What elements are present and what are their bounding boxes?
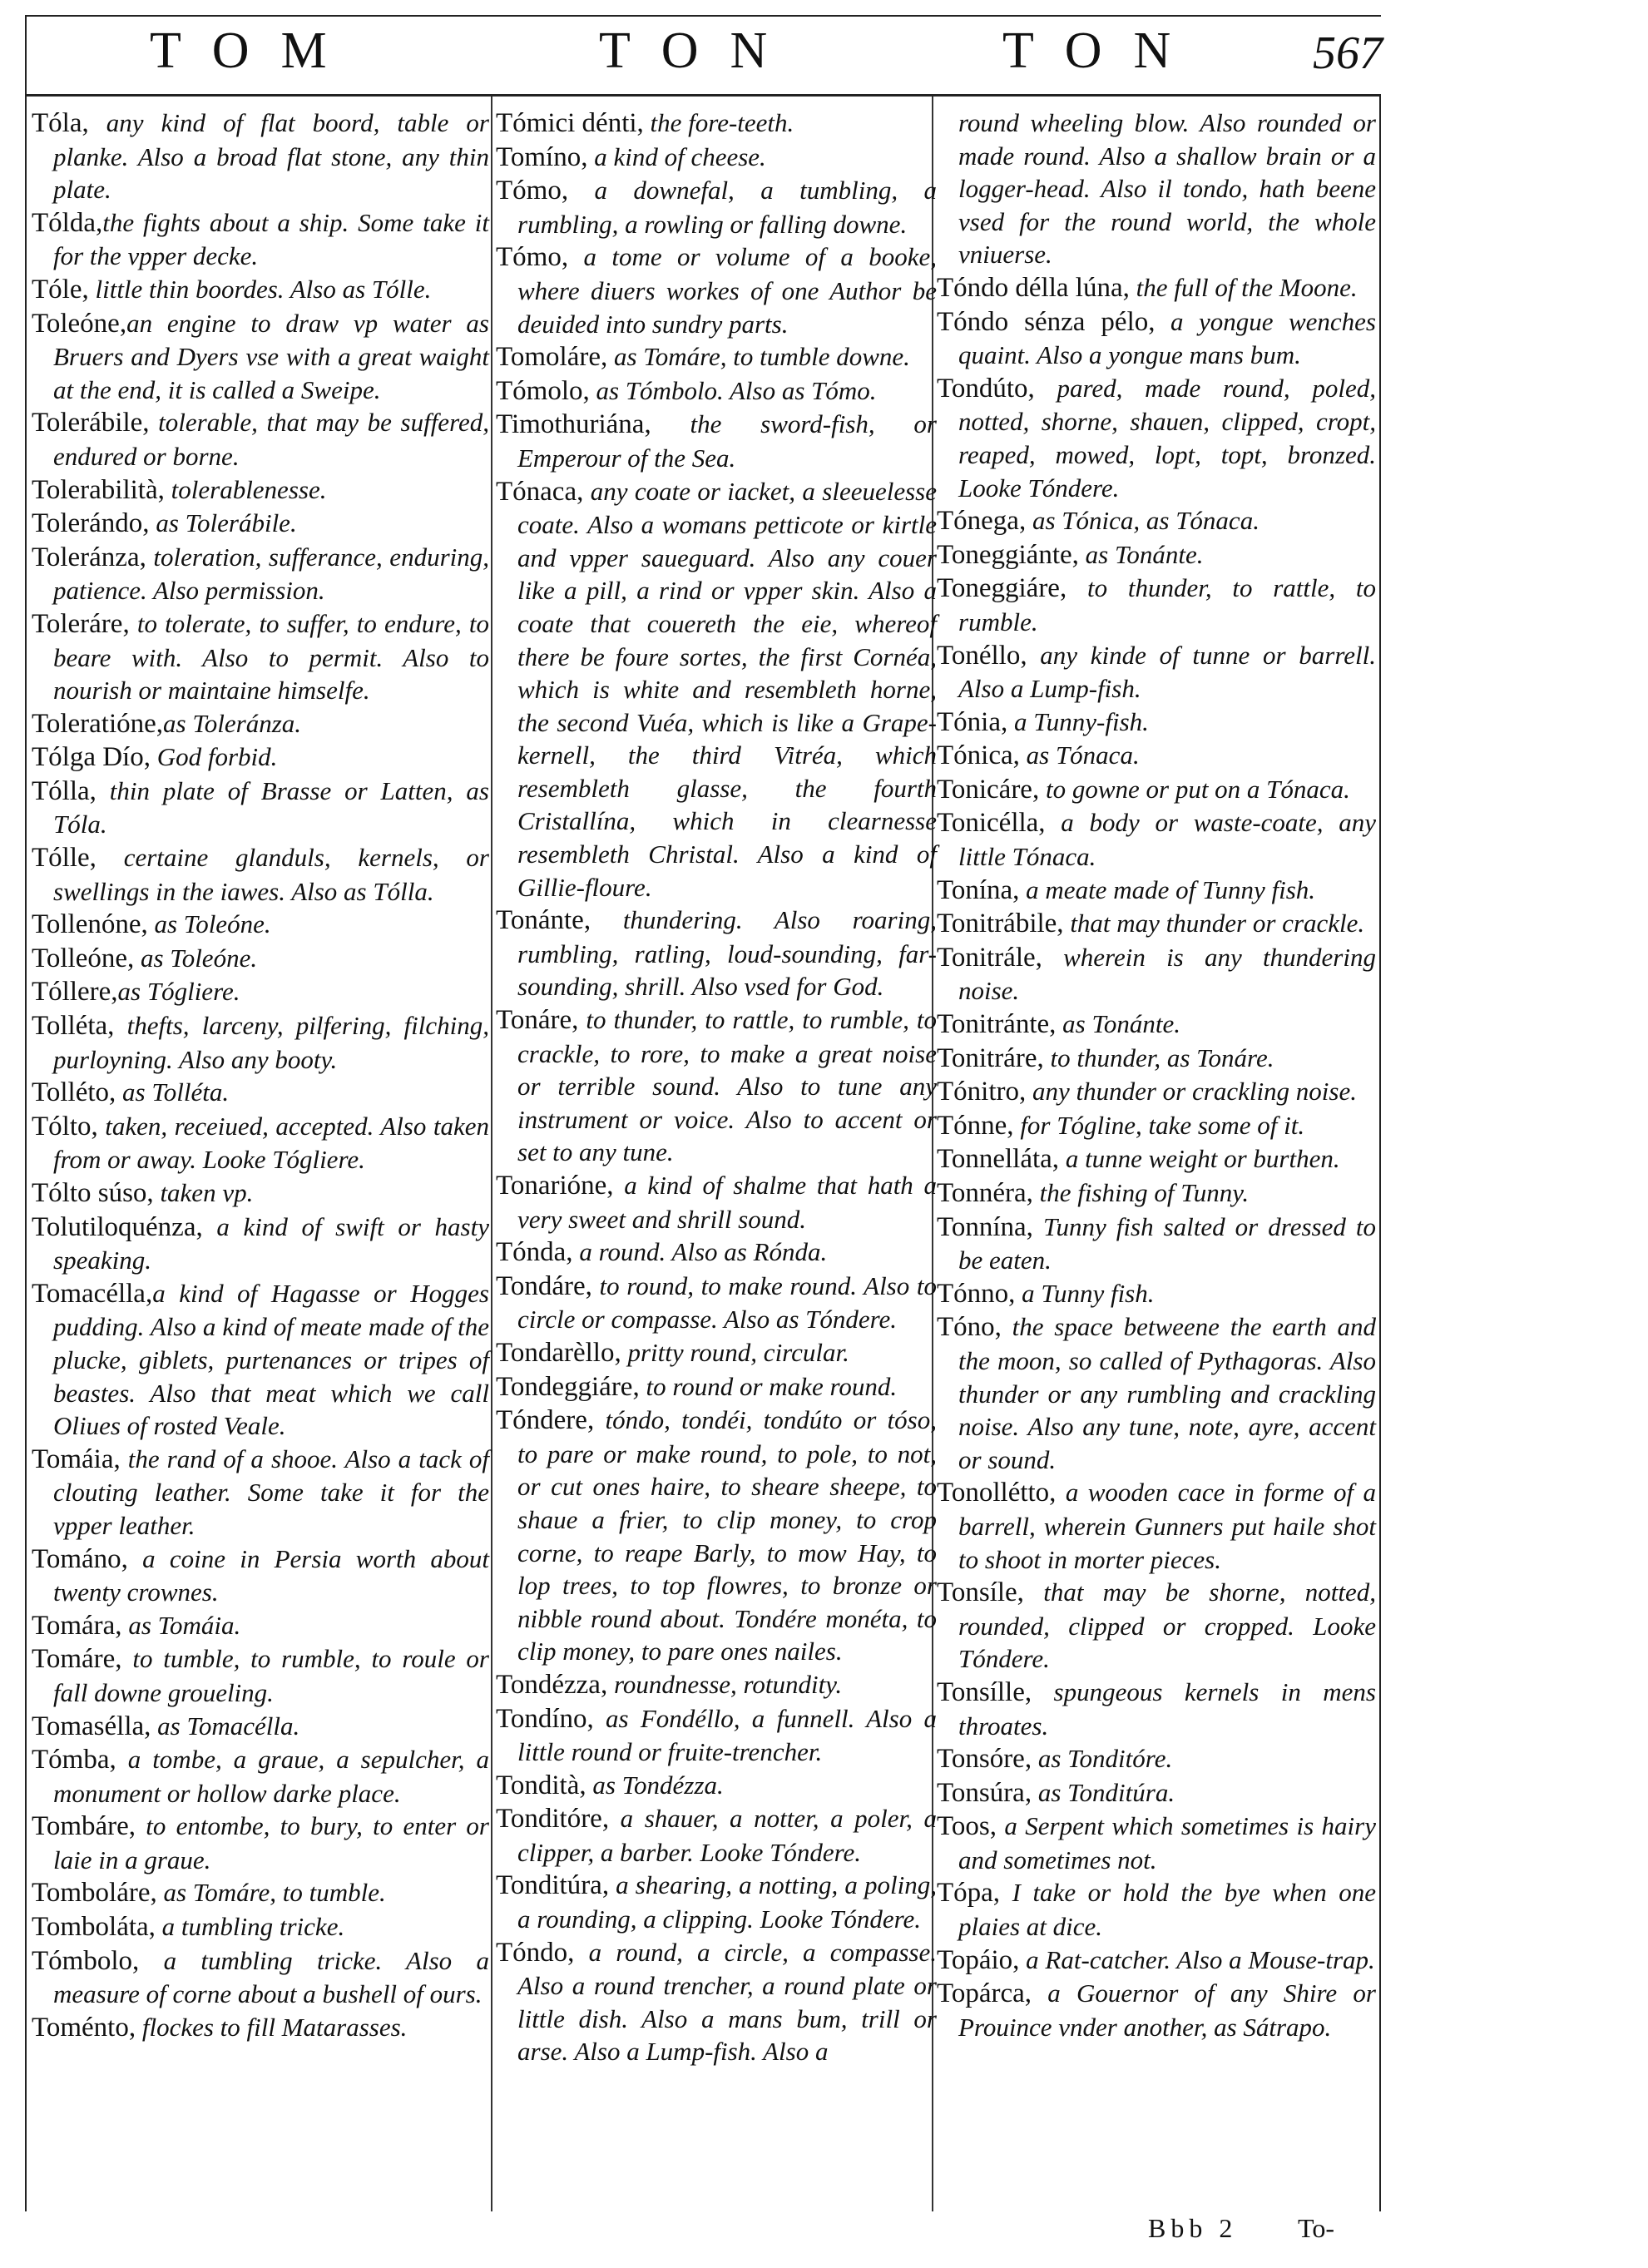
- headword: Toneggiánte,: [937, 539, 1079, 570]
- headword: Tomoláre,: [496, 342, 608, 373]
- definition: a round, a circle, a compasse. Also a round trencher, a round plate or little dish. Also a mans bum, trill or arse. Also a Lump-fish. Also a: [517, 1937, 937, 2067]
- dictionary-entry: [32, 942, 489, 976]
- definition: that may thunder or crackle.: [1063, 909, 1365, 938]
- definition: pared, made round, poled, notted, shorne, shauen, clipped, cropt, reaped, mowed, lopt, topt, bronzed. Looke Tóndere.: [958, 373, 1376, 503]
- definition: to thunder, to rattle, to rumble.: [958, 573, 1376, 636]
- definition: the space betweene the earth and the moon, so called of Pythagoras. Also thunder or any rumbling and crackling noise. Also any tune, note, ayre, accent or sound.: [958, 1312, 1376, 1474]
- dictionary-entry: [937, 271, 1376, 305]
- dictionary-entry: [496, 1702, 937, 1769]
- dictionary-entry: [32, 2011, 489, 2045]
- headword: Tolerábile,: [32, 408, 150, 438]
- headword: Tómolo,: [496, 375, 590, 406]
- headword: Tómici dénti,: [496, 108, 644, 138]
- dictionary-entry: [32, 273, 489, 307]
- headword: Tóla,: [32, 108, 89, 138]
- dictionary-entry: [496, 1769, 937, 1803]
- dictionary-entry: [32, 1443, 489, 1543]
- definition: as Tonditóre.: [1032, 1744, 1173, 1774]
- headword: Tonicélla,: [937, 808, 1046, 839]
- headword: Tondarèllo,: [496, 1337, 621, 1368]
- definition: a Tunny-fish.: [1007, 706, 1149, 736]
- dictionary-entry: [496, 374, 937, 409]
- headword: Tóno,: [937, 1312, 1002, 1343]
- headword: Tondúto,: [937, 373, 1035, 404]
- definition: as Toleóne.: [147, 909, 271, 939]
- headword: Tónaca,: [496, 476, 584, 507]
- definition: to tolerate, to suffer, to endure, to beare with. Also to permit. Also to nourish or maintaine himselfe.: [53, 608, 489, 706]
- dictionary-entry: [32, 1110, 489, 1176]
- dictionary-entry: [937, 639, 1376, 706]
- definition: the fights about a ship. Some take it for the vpper decke.: [53, 207, 489, 271]
- headword: Tonicáre,: [937, 774, 1040, 805]
- definition: a Rat-catcher. Also a Mouse-trap.: [1019, 1944, 1375, 1974]
- headword: Tonarióne,: [496, 1171, 614, 1201]
- dictionary-entry: [937, 1776, 1376, 1810]
- definition: round wheeling blow. Also rounded or made round. Also a shallow brain or a logger-head. Also il tondo, hath beene vsed for the round world, the whole vniuerse.: [958, 108, 1376, 270]
- headword: Tonnína,: [937, 1211, 1033, 1242]
- dictionary-entry: [496, 174, 937, 240]
- running-head-3: TON: [1002, 22, 1203, 79]
- headword: Tonsúra,: [937, 1777, 1032, 1808]
- definition: certaine glanduls, kernels, or swellings in the iawes. Also as Tólla.: [53, 843, 489, 906]
- dictionary-entry: [32, 841, 489, 908]
- dictionary-entry: [496, 141, 937, 175]
- definition: as Tondézza.: [586, 1770, 724, 1800]
- headword: Tónia,: [937, 706, 1008, 737]
- dictionary-entry: [32, 740, 489, 775]
- dictionary-entry: [937, 1944, 1376, 1978]
- dictionary-entry: [32, 1609, 489, 1643]
- headword: Timothuriána,: [496, 409, 651, 440]
- dictionary-page: [25, 15, 1383, 2245]
- dictionary-entry: [937, 1310, 1376, 1476]
- headword: Tonditúra,: [496, 1870, 610, 1901]
- definition: as Tónaca.: [1019, 740, 1140, 770]
- dictionary-entry: [937, 1810, 1376, 1876]
- headword: Tomacélla,: [32, 1278, 153, 1309]
- definition: as Tonánte.: [1078, 539, 1204, 569]
- headword: Tónega,: [937, 506, 1027, 537]
- definition: God forbid.: [150, 742, 278, 772]
- definition: to thunder, as Tonáre.: [1043, 1042, 1274, 1072]
- dictionary-entry: [937, 1075, 1376, 1109]
- dictionary-entry: [937, 1008, 1376, 1042]
- column-2: [496, 106, 937, 2068]
- definition: any thunder or crackling noise.: [1026, 1077, 1357, 1107]
- dictionary-entry: [32, 206, 489, 273]
- definition: as Tolerábile.: [149, 508, 297, 538]
- definition: as Toleránza.: [163, 708, 302, 738]
- headword: Tónda,: [496, 1237, 573, 1268]
- headword: Toneggiáre,: [937, 573, 1067, 604]
- headword: Tomasélla,: [32, 1711, 151, 1741]
- definition: taken, receiued, accepted. Also taken from or away. Looke Tógliere.: [53, 1111, 489, 1175]
- definition: tóndo, tondéi, tondúto or tóso, to pare or make round, to pole, to not, or cut ones haire, to sheare sheepe, to shaue a frier, to clip money, to crop corne, to reape Barly, to mow Hay, to lop trees, to top flowres, to bronze or nibble round about. Tondére monéta, to clip money, to pare ones nailes.: [517, 1405, 937, 1666]
- headword: Tonditóre,: [496, 1804, 610, 1835]
- dictionary-entry: [32, 1211, 489, 1277]
- headword: Tomboláre,: [32, 1878, 157, 1909]
- definition: the sword-fish, or Emperour of the Sea.: [517, 409, 937, 473]
- definition: toleration, sufferance, enduring, patience. Also permission.: [53, 542, 489, 606]
- dictionary-entry: [937, 739, 1376, 773]
- definition: taken vp.: [153, 1178, 254, 1207]
- definition: a shauer, a notter, a poler, a clipper, a barber. Looke Tóndere.: [517, 1804, 937, 1867]
- dictionary-entry: [937, 874, 1376, 908]
- dictionary-entry: [937, 1977, 1376, 2043]
- headword: Tomíno,: [496, 141, 588, 172]
- headword: Tomáre,: [32, 1644, 122, 1675]
- dictionary-entry: [496, 1404, 937, 1668]
- headword: Tolerabilità,: [32, 474, 165, 505]
- dictionary-entry: [32, 541, 489, 607]
- dictionary-entry: [937, 1876, 1376, 1943]
- dictionary-entry: [937, 1042, 1376, 1076]
- definition: as Tolléta.: [116, 1077, 230, 1107]
- column-1: [32, 106, 489, 2044]
- page-number: 567: [1313, 27, 1383, 79]
- definition: wherein is any thundering noise.: [958, 942, 1376, 1006]
- definition: thundering. Also roaring, rumbling, ratling, loud-sounding, far-sounding, shrill. Also vsed for God.: [517, 905, 937, 1002]
- dictionary-entry: [937, 941, 1376, 1008]
- dictionary-entry: [937, 706, 1376, 740]
- headword: Topárca,: [937, 1978, 1032, 2009]
- dictionary-entry: [496, 1869, 937, 1935]
- headword: Tonitráre,: [937, 1042, 1044, 1073]
- headword: Tolutiloquénza,: [32, 1211, 203, 1242]
- right-frame-rule: [1379, 94, 1381, 2211]
- definition: as Toleóne.: [134, 943, 258, 973]
- dictionary-entry: [496, 1802, 937, 1869]
- headword: Tómo,: [496, 176, 569, 206]
- dictionary-entry: [937, 1109, 1376, 1143]
- definition: as Tonánte.: [1056, 1009, 1180, 1039]
- definition: a kind of Hagasse or Hogges pudding. Also a kind of meate made of the plucke, giblets, purtenances or tripes of beastes. Also that meat which we call Oliues of rosted Veale.: [53, 1278, 489, 1441]
- headword: Tóndo sénza pélo,: [937, 306, 1156, 337]
- definition: a tumbling tricke. Also a measure of corne about a bushell of ours.: [53, 1945, 489, 2009]
- definition: pritty round, circular.: [621, 1337, 849, 1367]
- dictionary-entry: [32, 1642, 489, 1709]
- headword: Tónne,: [937, 1110, 1014, 1141]
- headword: Tomára,: [32, 1610, 122, 1641]
- headword: Tólto súso,: [32, 1178, 154, 1208]
- dictionary-entry: [32, 1710, 489, 1744]
- definition: the fore-teeth.: [643, 108, 794, 137]
- definition: for Tógline, take some of it.: [1013, 1110, 1305, 1140]
- dictionary-entry: [32, 1277, 489, 1443]
- definition: a yongue wenches quaint. Also a yongue mans bum.: [958, 306, 1376, 370]
- headword: Tonnéra,: [937, 1178, 1033, 1208]
- dictionary-entry: [937, 907, 1376, 941]
- headword: Tolléto,: [32, 1077, 116, 1108]
- dictionary-entry: [937, 572, 1376, 638]
- headword: Tolleóne,: [32, 943, 135, 973]
- dictionary-entry: [496, 340, 937, 374]
- headword: Tonáre,: [496, 1005, 579, 1036]
- headword: Tonsílle,: [937, 1676, 1032, 1707]
- headword: Tólda,: [32, 207, 103, 238]
- definition: as Tomáia.: [121, 1610, 241, 1640]
- dictionary-entry: [937, 538, 1376, 572]
- headword: Tomboláta,: [32, 1912, 156, 1943]
- headword: Tóllere,: [32, 977, 118, 1008]
- definition: a tombe, a graue, a sepulcher, a monument or hollow darke place.: [53, 1745, 489, 1808]
- dictionary-entry: [32, 1009, 489, 1076]
- headword: Tólto,: [32, 1111, 98, 1141]
- definition: a Serpent which sometimes is hairy and sometimes not.: [958, 1811, 1376, 1874]
- headword: Tónno,: [937, 1278, 1016, 1309]
- column-rule-1: [491, 97, 492, 2211]
- dictionary-entry: [937, 1142, 1376, 1176]
- dictionary-entry: [937, 372, 1376, 504]
- dictionary-entry: [496, 1270, 937, 1336]
- definition: roundnesse, rotundity.: [607, 1669, 843, 1699]
- dictionary-entry: [496, 1169, 937, 1236]
- definition: a kind of shalme that hath a very sweet and shrill sound.: [517, 1171, 937, 1234]
- dictionary-entry: [496, 1003, 937, 1169]
- headword: Tolléta,: [32, 1011, 115, 1042]
- headword: Toleránza,: [32, 542, 146, 572]
- dictionary-entry: [496, 106, 937, 141]
- definition: thefts, larceny, pilfering, filching, purloyning. Also any booty.: [53, 1011, 489, 1074]
- dictionary-entry: [496, 240, 937, 340]
- headword: Tolerándo,: [32, 508, 150, 539]
- definition: a wooden cace in forme of a barrell, wherein Gunners put haile shot to shoot in morter pieces.: [958, 1478, 1376, 1574]
- definition: as Tónica, as Tónaca.: [1026, 506, 1260, 536]
- running-head-1: TOM: [150, 22, 359, 79]
- header-top-rule: [25, 15, 1381, 17]
- definition: tolerablenesse.: [164, 474, 327, 504]
- definition: a tome or volume of a booke, where diuers workes of one Author be deuided into sundry parts.: [517, 242, 937, 339]
- dictionary-entry: [32, 406, 489, 473]
- definition: little thin boordes. Also as Tólle.: [88, 274, 432, 304]
- definition: spungeous kernels in mens throates.: [958, 1676, 1376, 1741]
- headword: Tonína,: [937, 874, 1020, 905]
- dictionary-entry: [32, 1543, 489, 1609]
- left-frame-rule: [25, 15, 27, 2211]
- headword: Tonollétto,: [937, 1478, 1057, 1508]
- definition: to round or make round.: [639, 1371, 898, 1401]
- headword: Toménto,: [32, 2012, 136, 2043]
- dictionary-entry: [496, 1370, 937, 1404]
- dictionary-entry: [32, 607, 489, 707]
- dictionary-entry: [32, 1743, 489, 1810]
- definition: as Fondéllo, a funnell. Also a little round or fruite-trencher.: [517, 1703, 937, 1767]
- dictionary-entry: [496, 1336, 937, 1370]
- headword: Tombáre,: [32, 1811, 136, 1842]
- headword: Tópa,: [937, 1878, 1001, 1909]
- headword: Tomáia,: [32, 1443, 121, 1474]
- definition: a tunne weight or burthen.: [1059, 1144, 1340, 1174]
- headword: Tólla,: [32, 775, 97, 806]
- headword: Toos,: [937, 1811, 997, 1842]
- headword: Tonánte,: [496, 905, 591, 936]
- dictionary-entry: [937, 1576, 1376, 1676]
- definition: tolerable, that may be suffered, endured or borne.: [53, 408, 489, 471]
- definition: any kind of flat boord, table or planke. Also a broad flat stone, any thin plate.: [53, 108, 489, 205]
- dictionary-entry: [496, 475, 937, 904]
- dictionary-entry: [937, 1176, 1376, 1211]
- headword: Tonitránte,: [937, 1009, 1057, 1040]
- signature-mark: Bbb 2: [1148, 2213, 1238, 2243]
- definition: thin plate of Brasse or Latten, as Tóla.: [53, 775, 489, 839]
- definition: as Tomáre, to tumble downe.: [607, 342, 910, 372]
- definition: a Tunny fish.: [1015, 1278, 1155, 1308]
- dictionary-entry: [496, 1236, 937, 1270]
- headword: Tondeggiáre,: [496, 1371, 640, 1402]
- definition: a body or waste-coate, any little Tónaca.: [958, 808, 1376, 872]
- column-3: [937, 106, 1376, 2043]
- definition: a downefal, a tumbling, a rumbling, a rowling or falling downe.: [517, 176, 937, 239]
- definition: to thunder, to rattle, to rumble, to crackle, to rore, to make a great noise or terrible sound. Also to tune any instrument or voice. Also to accent or set to any tune.: [517, 1005, 937, 1167]
- headword: Tondáre,: [496, 1270, 592, 1301]
- definition: to entombe, to bury, to enter or laie in a graue.: [53, 1811, 489, 1874]
- dictionary-entry: [496, 904, 937, 1003]
- dictionary-entry: [32, 307, 489, 407]
- definition: the fishing of Tunny.: [1032, 1178, 1250, 1207]
- headword: Tónica,: [937, 740, 1020, 771]
- headword: Tonsíle,: [937, 1577, 1024, 1608]
- definition: any kinde of tunne or barrell. Also a Lump-fish.: [958, 640, 1376, 704]
- headword: Tóndere,: [496, 1405, 595, 1436]
- dictionary-entry: [32, 1910, 489, 1944]
- headword: Tománo,: [32, 1543, 128, 1574]
- definition: the full of the Moone.: [1129, 272, 1358, 302]
- definition: as Tonditúra.: [1032, 1777, 1175, 1807]
- dictionary-entry: [496, 1668, 937, 1702]
- dictionary-entry: [32, 707, 489, 741]
- headword: Toleráre,: [32, 608, 130, 639]
- headword: Tónitro,: [937, 1077, 1027, 1107]
- definition: as Tómbolo. Also as Tómo.: [589, 375, 877, 405]
- dictionary-entry: [32, 1810, 489, 1876]
- headword: Tonsóre,: [937, 1744, 1032, 1775]
- dictionary-entry: [937, 1476, 1376, 1576]
- headword: Topáio,: [937, 1944, 1020, 1975]
- definition: that may be shorne, notted, rounded, clipped or cropped. Looke Tóndere.: [958, 1577, 1376, 1674]
- headword: Tonitrábile,: [937, 909, 1064, 939]
- definition: flockes to fill Matarasses.: [136, 2012, 408, 2042]
- definition: a meate made of Tunny fish.: [1019, 874, 1316, 904]
- dictionary-entry: [937, 305, 1376, 372]
- headword: Tondézza,: [496, 1669, 608, 1700]
- definition: a Gouernor of any Shire or Prouince vnder another, as Sátrapo.: [958, 1978, 1376, 2042]
- dictionary-entry: [937, 1277, 1376, 1311]
- dictionary-entry: [496, 408, 937, 474]
- dictionary-entry: [32, 1876, 489, 1910]
- definition: as Tógliere.: [117, 977, 240, 1007]
- dictionary-entry: [32, 908, 489, 942]
- dictionary-entry: [32, 106, 489, 206]
- definition: I take or hold the bye when one plaies at dice.: [958, 1878, 1376, 1942]
- headword: Tómbolo,: [32, 1945, 140, 1976]
- definition: as Tomáre, to tumble.: [156, 1878, 386, 1908]
- headword: Tóle,: [32, 274, 89, 305]
- definition: to tumble, to rumble, to roule or fall downe groueling.: [53, 1644, 489, 1707]
- dictionary-entry: [32, 1944, 489, 2011]
- dictionary-entry: [937, 1676, 1376, 1742]
- definition: as Tomacélla.: [151, 1711, 300, 1741]
- definition: a round. Also as Rónda.: [572, 1237, 828, 1267]
- definition: a kind of swift or hasty speaking.: [53, 1211, 489, 1275]
- definition: a coine in Persia worth about twenty crownes.: [53, 1543, 489, 1607]
- headword: Tonitrále,: [937, 942, 1042, 973]
- headword: Tóndo délla lúna,: [937, 272, 1130, 303]
- headword: Tonnelláta,: [937, 1144, 1060, 1175]
- definition: a shearing, a notting, a poling, a rounding, a clipping. Looke Tóndere.: [517, 1870, 937, 1934]
- dictionary-entry: [937, 1211, 1376, 1277]
- dictionary-entry: [32, 1076, 489, 1110]
- definition: an engine to draw vp water as Bruers and Dyers vse with a great waight at the end, it is called a Sweipe.: [53, 308, 489, 404]
- headword: Tómba,: [32, 1745, 116, 1775]
- definition: a tumbling tricke.: [155, 1912, 345, 1942]
- headword: Tollenóne,: [32, 909, 148, 940]
- headword: Tondíno,: [496, 1703, 594, 1734]
- definition: the rand of a shooe. Also a tack of clouting leather. Some take it for the vpper leather.: [53, 1443, 489, 1540]
- dictionary-entry: [32, 775, 489, 841]
- headword: Tólga Dío,: [32, 742, 151, 773]
- catchword: To-: [1298, 2213, 1334, 2243]
- dictionary-entry: [937, 773, 1376, 807]
- dictionary-entry: [32, 975, 489, 1009]
- definition: to round, to make round. Also to circle or compasse. Also as Tóndere.: [517, 1270, 937, 1335]
- dictionary-entry: [32, 507, 489, 541]
- dictionary-entry: [937, 1742, 1376, 1776]
- dictionary-entry: [496, 1936, 937, 2068]
- definition: a kind of cheese.: [587, 141, 766, 171]
- headword: Tómo,: [496, 242, 569, 273]
- headword: Tonéllo,: [937, 640, 1027, 671]
- definition: to gowne or put on a Tónaca.: [1039, 774, 1350, 804]
- dictionary-entry: [937, 806, 1376, 873]
- headword: Tondità,: [496, 1770, 586, 1800]
- definition: Tunny fish salted or dressed to be eaten.: [958, 1211, 1376, 1275]
- dictionary-entry: [937, 106, 1376, 271]
- definition: any coate or iacket, a sleeuelesse coate. Also a womans petticote or kirtle and vpper saueguard. Also any couer like a pill, a rind or vpper skin. Also a coate that couereth the eie, whereof there be foure sortes, the first Cornéa, which is white and resembleth horne, the second Vuéa, which is like a Grape-kernell, the third Vitréa, which resembleth glasse, the fourth Cristallína, which in clearnesse resembleth Christal. Also a kind of Gillie-floure.: [517, 476, 937, 902]
- headword: Toleóne,: [32, 308, 127, 339]
- dictionary-entry: [937, 504, 1376, 538]
- dictionary-entry: [32, 473, 489, 508]
- header-rule: [25, 94, 1381, 97]
- dictionary-entry: [32, 1176, 489, 1211]
- headword: Toleratióne,: [32, 708, 164, 739]
- headword: Tóndo,: [496, 1937, 575, 1968]
- headword: Tólle,: [32, 843, 97, 874]
- running-head-2: TON: [599, 22, 799, 79]
